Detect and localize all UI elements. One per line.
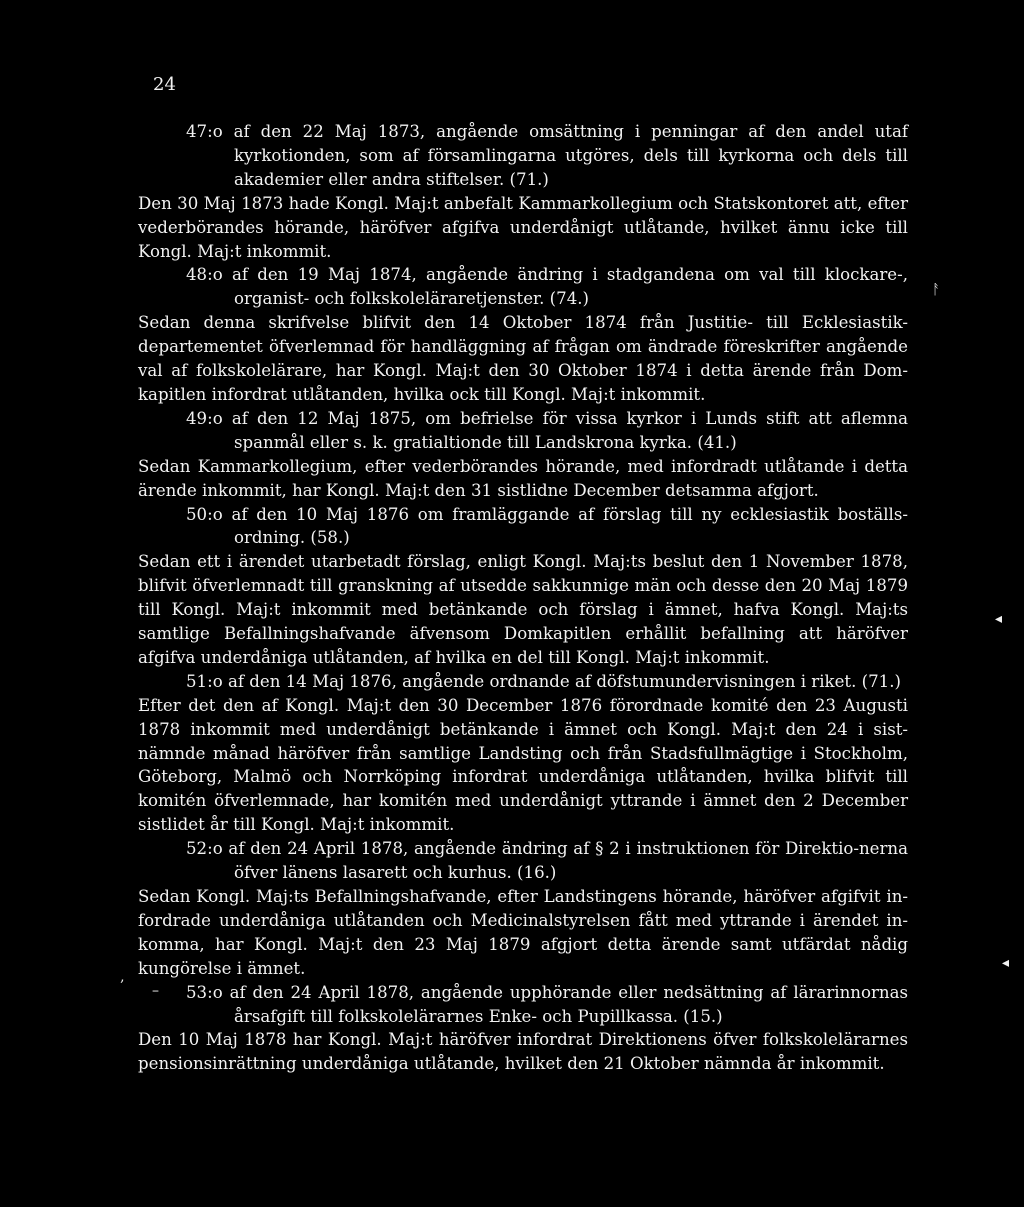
paragraph-48-response: Sedan denna skrifvelse blifvit den 14 Oktober 1874 från Justitie- till Ecklesiastik-departementet öfverlemnad för handläggning af frågan om ändrade föreskrifter angående val af folkskolelärare, har Kongl. Maj:t den 30 Oktober 1874 i detta ärende från Dom-kapitlen infordrat utlåtanden, hvilka ock till Kongl. Maj:t inkommit. [138, 313, 908, 404]
entry-47: 47:o af den 22 Maj 1873, angående omsättning i penningar af den andel utaf kyrkotionden, som af församlingarna utgöres, dels till kyrkorna och dels till akademier eller andra stiftelser. (71.) [186, 122, 908, 189]
entry-50: 50:o af den 10 Maj 1876 om framläggande af förslag till ny ecklesiastik boställs-ordning. (58.) [186, 504, 908, 548]
entry-52: 52:o af den 24 April 1878, angående ändring af § 2 i instruktionen för Direktio-nerna öfver länens lasarett och kurhus. (16.) [186, 839, 908, 883]
paragraph-52-response: Sedan Kongl. Maj:ts Befallningshafvande, efter Landstingens hörande, häröfver afgifvit in-fordrade underdåniga utlåtanden och Medicinalstyrelsen fått med yttrande i ärendet in-komma, har Kongl. Maj:t den 23 Maj 1879 afgjort detta ärende samt utfärdat nådig kungörelse i ämnet. [138, 887, 908, 978]
entry-51: 51:o af den 14 Maj 1876, angående ordnande af döfstumundervisningen i riket. (71.) [186, 671, 901, 691]
entry-53: 53:o af den 24 April 1878, angående upphörande eller nedsättning af lärarinnornas årsafgift till folkskolelärarnes Enke- och Pupillkassa. (15.) [186, 982, 908, 1026]
margin-mark-right-3: ◂ [1002, 955, 1010, 971]
document-body [138, 120, 908, 1076]
page-number: 24 [153, 74, 176, 95]
paragraph-47-response: Den 30 Maj 1873 hade Kongl. Maj:t anbefalt Kammarkollegium och Statskontoret att, efter vederbörandes hörande, häröfver afgifva underdånigt utlåtande, hvilket ännu icke till Kongl. Maj:t inkommit. [138, 193, 908, 261]
entry-48: 48:o af den 19 Maj 1874, angående ändring i stadgandena om val till klockare-, organist- och folkskoleläraretjenster. (74.) [186, 265, 908, 309]
paragraph-50-response: Sedan ett i ärendet utarbetadt förslag, enligt Kongl. Maj:ts beslut den 1 November 1878, blifvit öfverlemnadt till granskning af utsedde sakkunnige män och desse den 20 Maj 1879 till Kongl. Maj:t inkommit med betänkande och förslag i ämnet, hafva Kongl. Maj:ts samtlige Befallningshafvande äfvensom Domkapitlen erhållit befallning att häröfver afgifva underdåniga utlåtanden, af hvilka en del till Kongl. Maj:t inkommit. [138, 552, 908, 667]
paragraph-49-response: Sedan Kammarkollegium, efter vederbörandes hörande, med infordradt utlåtande i detta ärende inkommit, har Kongl. Maj:t den 31 sistlidne December detsamma afgjort. [138, 456, 908, 500]
margin-mark-right-1: ᚨ [932, 282, 941, 298]
margin-mark-left-1: ‚ [120, 969, 125, 985]
paragraph-53-response: Den 10 Maj 1878 har Kongl. Maj:t häröfver infordrat Direktionens öfver folkskolelärarnes pensionsinrättning underdåniga utlåtande, hvilket den 21 Oktober nämnda år inkommit. [138, 1030, 908, 1074]
entry-49: 49:o af den 12 Maj 1875, om befrielse för vissa kyrkor i Lunds stift att aflemna spanmål eller s. k. gratialtionde till Landskrona kyrka. (41.) [186, 408, 908, 452]
paragraph-51-response: Efter det den af Kongl. Maj:t den 30 December 1876 förordnade komité den 23 Augusti 1878 inkommit med underdånigt betänkande i ämnet och Kongl. Maj:t den 24 i sist-nämnde månad häröfver från samtlige Landsting och från Stadsfullmägtige i Stockholm, Göteborg, Malmö och Norrköping infordrat underdåniga utlåtanden, hvilka blifvit till komitén öfverlemnade, har komitén med underdånigt yttrande i ämnet den 2 December sistlidet år till Kongl. Maj:t inkommit. [138, 695, 908, 835]
margin-mark-right-2: ◂ [995, 611, 1003, 627]
margin-mark-left-2: – [152, 983, 159, 999]
